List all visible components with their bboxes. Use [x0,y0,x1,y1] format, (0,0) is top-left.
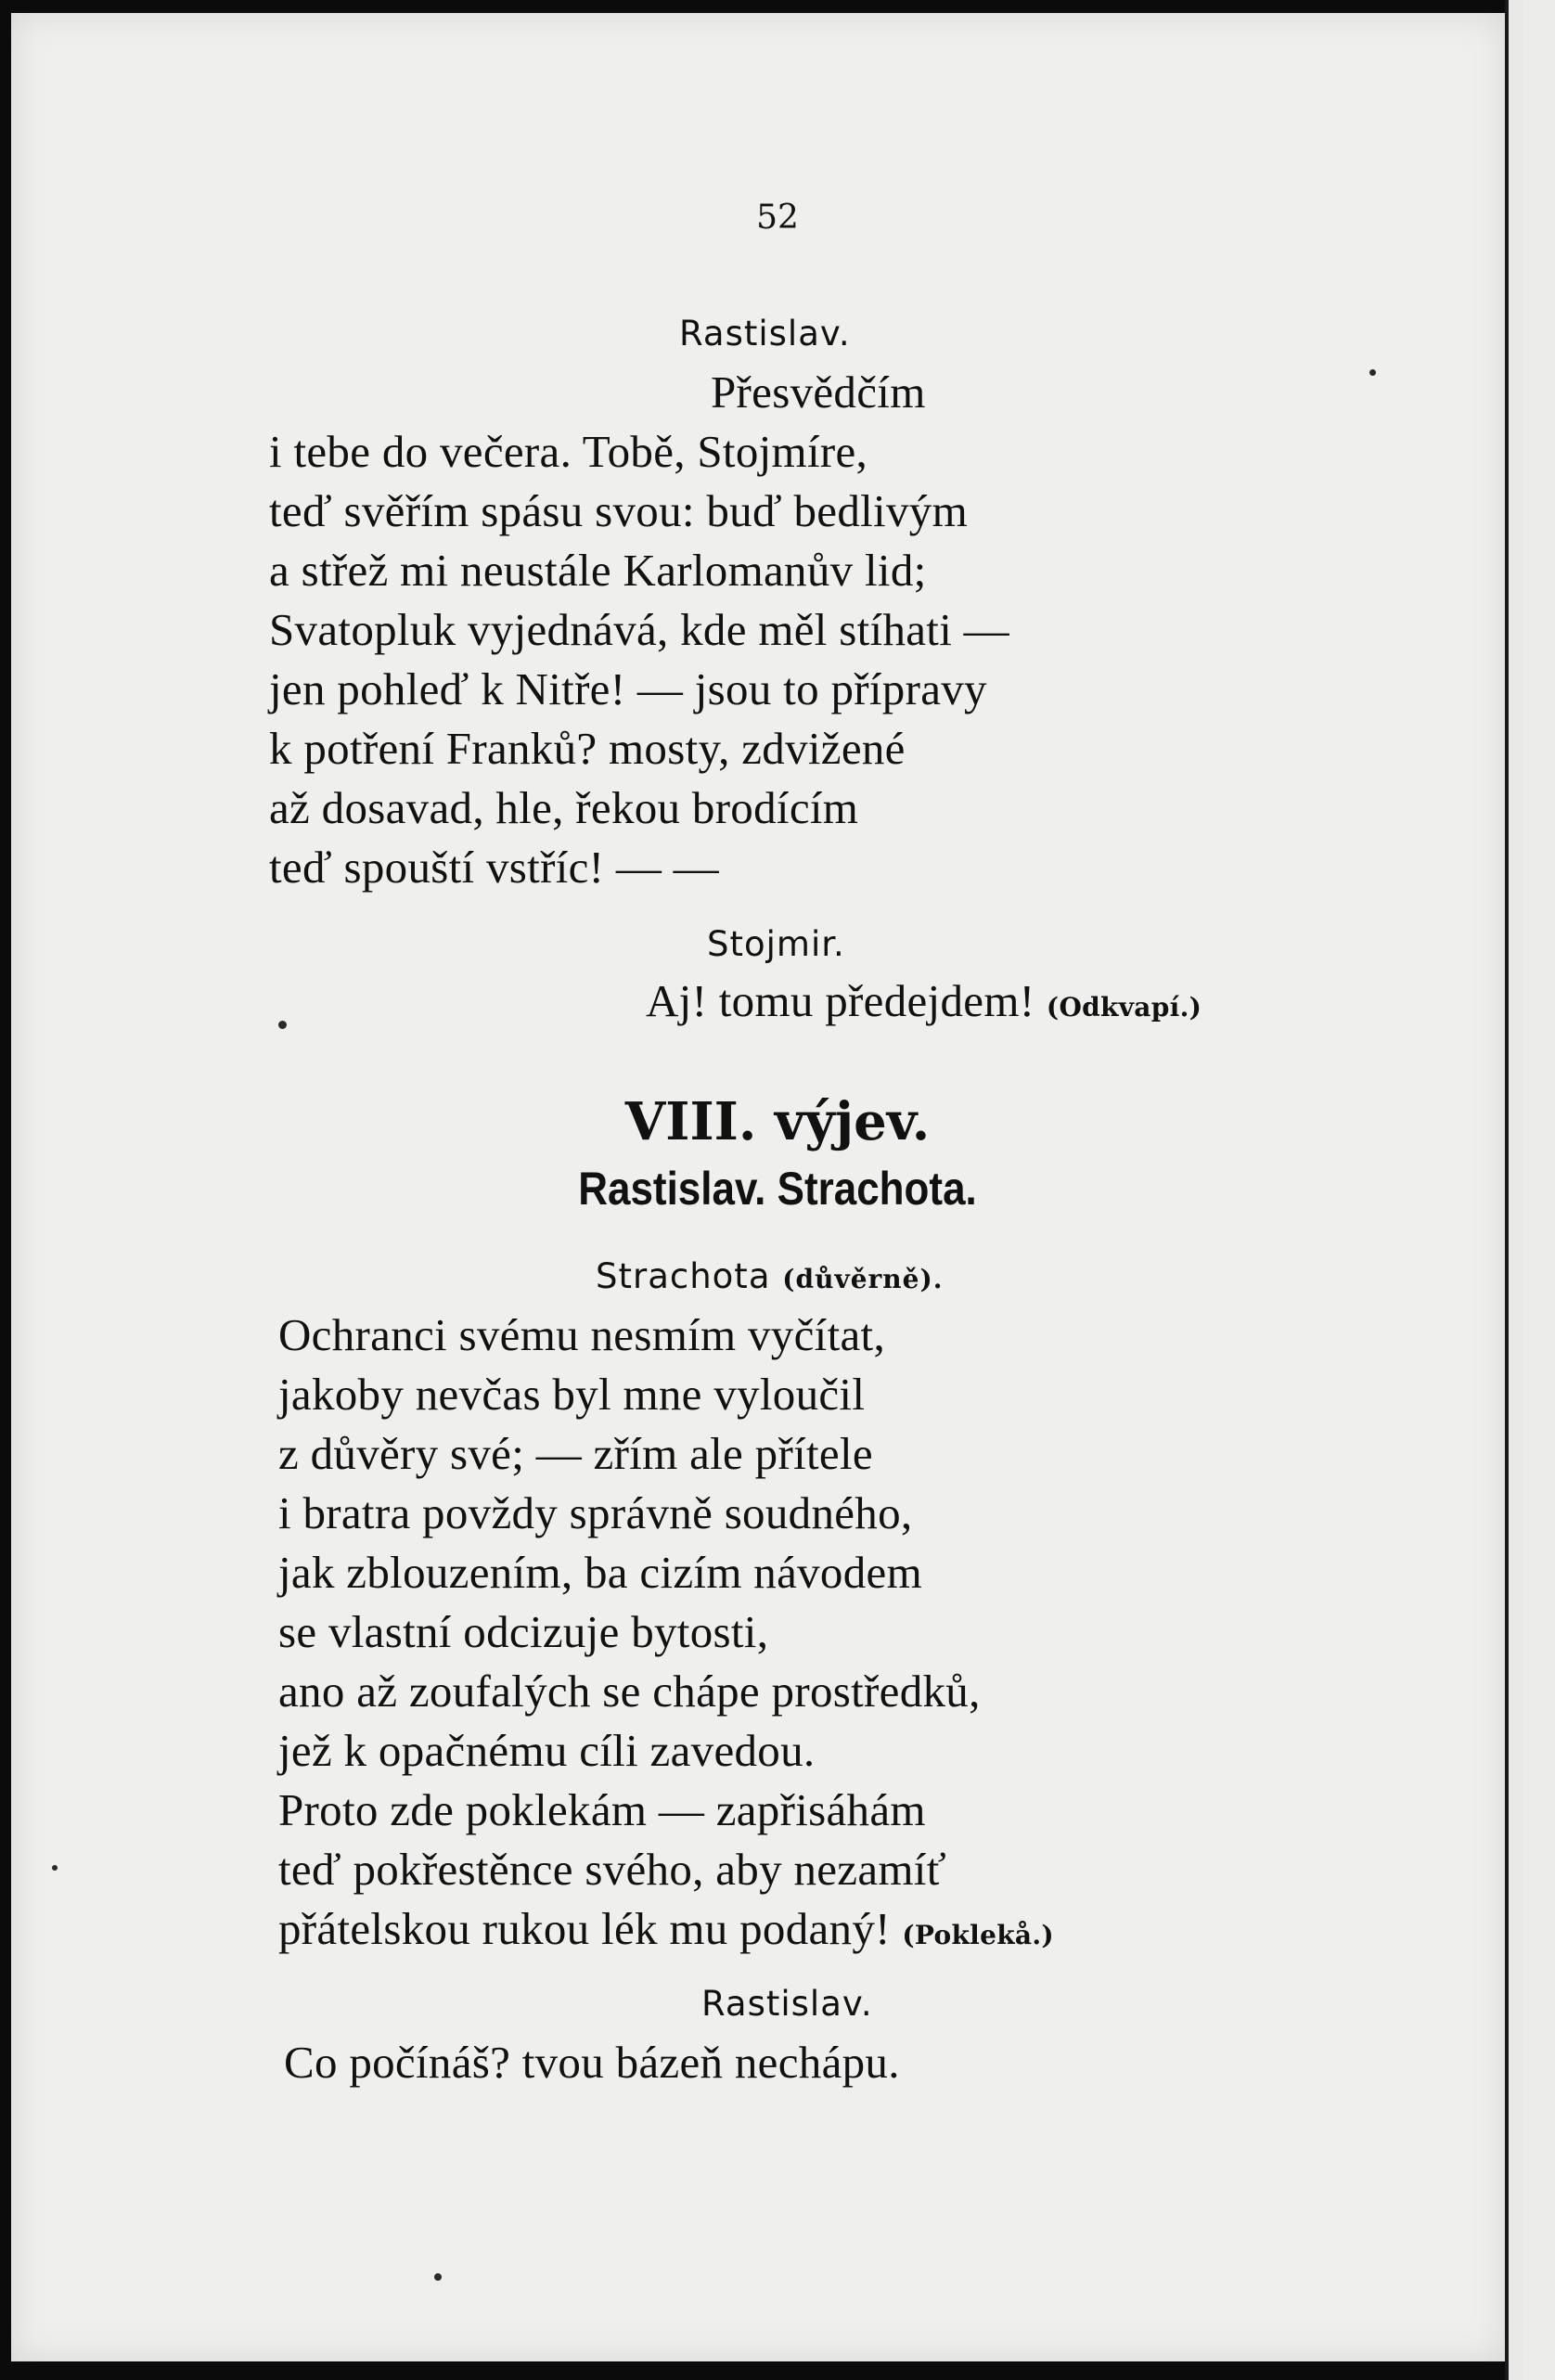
verse-line: Přesvědčím [711,367,926,418]
verse-line: jež k opačnému cíli zavedou. [278,1725,816,1776]
stage-direction: (Poklekå.) [902,1920,1054,1950]
scene-heading: VIII. výjev. [624,1091,931,1152]
page-edge-outer [1523,0,1555,2380]
verse-line: jak zblouzením, ba cizím návodem [278,1547,922,1598]
scan-speck [52,1865,58,1871]
verse-line: a střež mi neustále Karlomanův lid; [269,545,927,596]
verse-line: se vlastní odcizuje bytosti, [278,1606,769,1657]
verse-line: Proto zde poklekám — zapřisáhám [278,1784,926,1835]
speaker-name: Strachota [596,1256,771,1296]
verse-text: Aj! tomu předejdem! [646,975,1035,1026]
speaker-strachota [596,1256,943,1296]
verse-text: přátelskou rukou lék mu podaný! [278,1903,891,1954]
verse-line: jakoby nevčas byl mne vyloučil [278,1369,866,1420]
verse-line: teď svěřím spásu svou: buď bedlivým [269,485,968,536]
scan-speck [278,1021,287,1029]
verse-line: teď spouští vstříc! — — [269,842,719,893]
scene-cast: Rastislav. Strachota. [578,1163,977,1215]
speaker-rastislav: Rastislav. [679,314,851,354]
verse-line: Co počínáš? tvou bázeň nechápu. [284,2037,900,2088]
verse-line: k potření Franků? mosty, zdvižené [269,723,906,774]
scan-speck [434,2273,442,2281]
verse-line: i tebe do večera. Tobě, Stojmíre, [269,426,868,477]
verse-line: Ochranci svému nesmím vyčítat, [278,1309,885,1360]
verse-line: teď pokřestěnce svého, aby nezamíť [278,1844,946,1895]
speaker-rastislav: Rastislav. [701,1984,873,2024]
verse-line: Svatopluk vyjednává, kde měl stíhati — [269,604,1009,655]
verse-line [646,974,1202,1027]
verse-line: ano až zoufalých se chápe prostředků, [278,1666,981,1717]
stage-direction: (Odkvapí.) [1046,992,1202,1023]
verse-line: i bratra povždy správně soudného, [278,1487,913,1538]
verse-line [278,1902,1054,1955]
verse-line: jen pohleď k Nitře! — jsou to přípravy [269,663,987,714]
verse-line: z důvěry své; — zřím ale přítele [278,1428,873,1479]
page-number: 52 [756,199,799,237]
speaker-stojmir: Stojmir. [707,924,845,964]
scan-speck [1369,369,1376,376]
speaker-direction: (důvěrně). [782,1264,944,1294]
verse-line: až dosavad, hle, řekou brodícím [269,782,859,833]
